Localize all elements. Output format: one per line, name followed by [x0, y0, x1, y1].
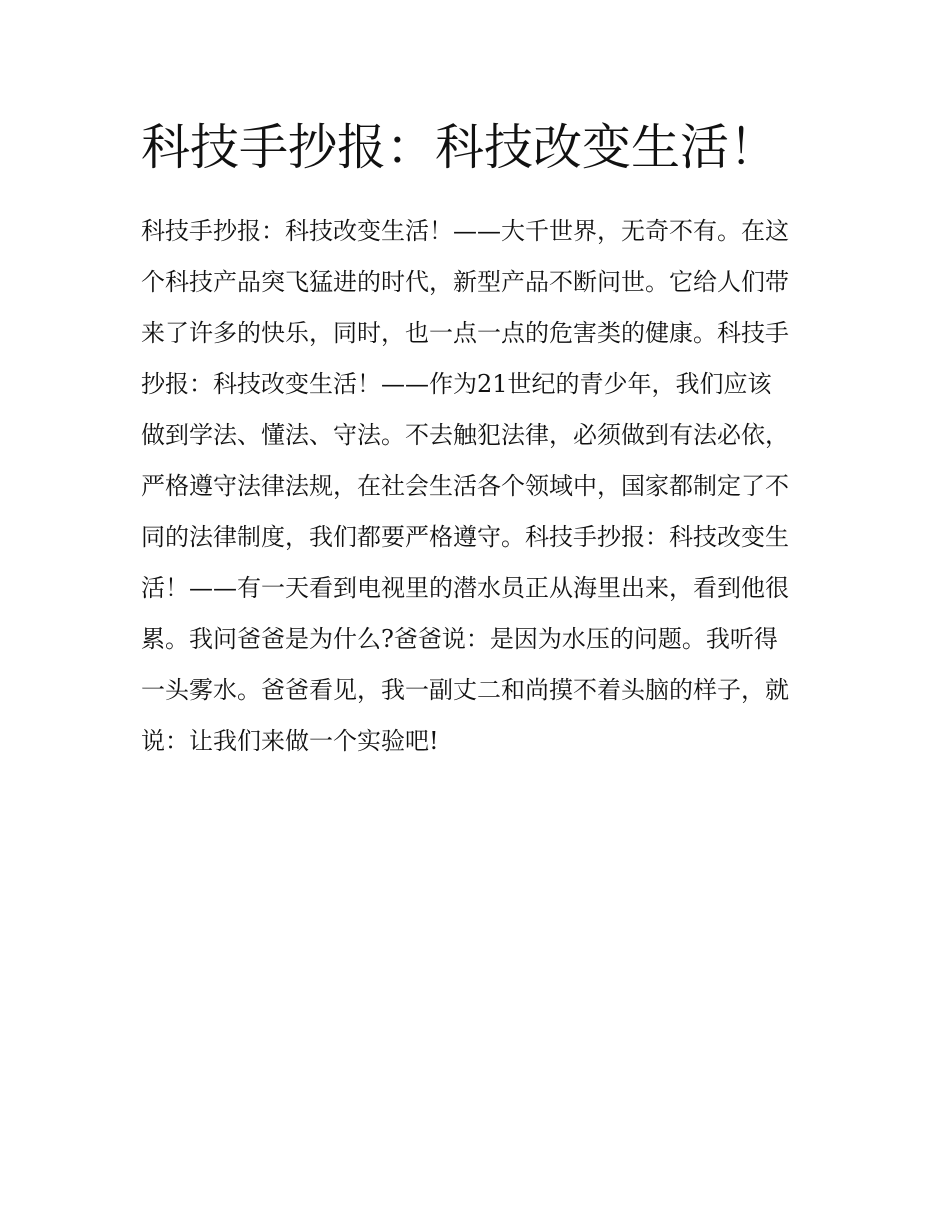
body-line: 一头雾水。爸爸看见，我一副丈二和尚摸不着头脑的样子，就 [141, 676, 789, 704]
document-content [141, 118, 811, 767]
body-line: 抄报：科技改变生活！——作为21世纪的青少年，我们应该 [141, 370, 772, 398]
body-paragraph [141, 206, 811, 767]
document-title: 科技手抄报：科技改变生活！ [141, 119, 779, 176]
body-line: 严格遵守法律法规，在社会生活各个领域中，国家都制定了不 [141, 472, 789, 500]
body-line: 活！——有一天看到电视里的潜水员正从海里出来，看到他很 [141, 574, 789, 602]
body-line: 同的法律制度，我们都要严格遵守。科技手抄报：科技改变生 [141, 523, 789, 551]
body-line: 来了许多的快乐，同时，也一点一点的危害类的健康。科技手 [141, 319, 789, 347]
body-line: 科技手抄报：科技改变生活！——大千世界，无奇不有。在这 [141, 217, 789, 245]
body-line: 个科技产品突飞猛进的时代，新型产品不断问世。它给人们带 [141, 268, 789, 296]
body-line: 说：让我们来做一个实验吧! [141, 727, 439, 755]
body-line: 累。我问爸爸是为什么?爸爸说：是因为水压的问题。我听得 [141, 625, 778, 653]
body-line: 做到学法、懂法、守法。不去触犯法律，必须做到有法必依， [141, 421, 789, 449]
